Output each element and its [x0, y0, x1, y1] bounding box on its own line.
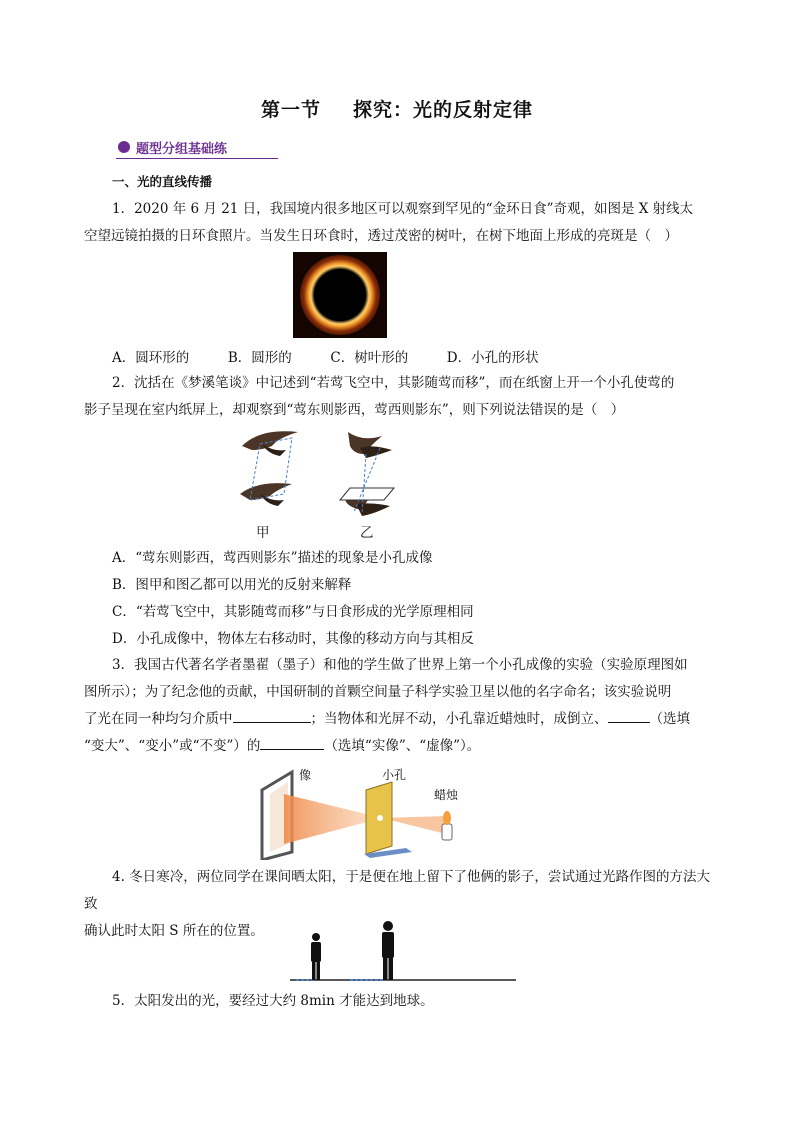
answer-blank-1[interactable] [233, 708, 311, 723]
annular-eclipse-image [293, 252, 387, 338]
bird-icon [240, 483, 292, 506]
fig-label-image: 像 [299, 768, 312, 782]
fig-label-yi: 乙 [360, 525, 374, 541]
q3-line3-text-c: （选填 [649, 711, 690, 727]
q3-line4-text-a: “变大”、“变小”或“不变”）的 [84, 738, 261, 754]
subsection-heading: 一、光的直线传播 [112, 174, 213, 189]
shadow-figure [290, 918, 520, 986]
q1-line1: 1．2020 年 6 月 21 日，我国境内很多地区可以观察到罕见的“金环日食”奇观，如图是 X 射线太 [112, 201, 694, 217]
question-2 [84, 370, 710, 424]
q3-line3 [84, 706, 710, 733]
q3-line3-text-a: 了光在同一种均匀介质中 [84, 711, 233, 727]
q1-line2: 空望远镜拍摄的日环食照片。当发生日环食时，透过茂密的树叶，在树下地面上形成的亮斑是（ ） [84, 228, 678, 244]
q3-line3-text-b: ；当物体和光屏不动，小孔靠近蜡烛时，成倒立、 [310, 711, 608, 727]
title-section: 第一节 [260, 99, 321, 121]
q2-option-c[interactable]: C．“若莺飞空中，其影随莺而移”与日食形成的光学原理相同 [112, 604, 474, 620]
page-title [0, 95, 794, 122]
question-1 [84, 196, 710, 250]
question-3 [84, 652, 710, 760]
q2-option-d[interactable]: D．小孔成像中，物体左右移动时，其像的移动方向与其相反 [112, 631, 474, 647]
person-icon [382, 921, 394, 980]
q3-line1: 3．我国古代著名学者墨翟（墨子）和他的学生做了世界上第一个小孔成像的实验（实验原理图如 [112, 657, 688, 673]
q2-option-a[interactable]: A．“莺东则影西，莺西则影东”描述的现象是小孔成像 [112, 550, 433, 566]
q5-line1: 5．太阳发出的光，要经过大约 8min 才能达到地球。 [112, 993, 434, 1009]
bird-icon [348, 432, 392, 458]
title-topic: 探究：光的反射定律 [353, 99, 534, 121]
fig-label-jia: 甲 [256, 525, 270, 541]
section-tag [116, 138, 278, 159]
answer-blank-2[interactable] [608, 708, 650, 723]
answer-blank-3[interactable] [260, 735, 324, 750]
q3-line4-text-b: （选填“实像”、“虚像”）。 [324, 738, 481, 754]
q1-option-b[interactable]: B．圆形的 [227, 350, 292, 366]
q3-line4 [84, 733, 710, 760]
q1-options [112, 346, 539, 366]
q1-option-d[interactable]: D．小孔的形状 [446, 350, 539, 366]
question-5 [84, 988, 710, 1015]
pinhole-camera-figure [256, 760, 494, 860]
section-tag-label: 题型分组基础练 [136, 142, 228, 157]
fig-label-pinhole: 小孔 [382, 768, 407, 782]
person-icon [311, 933, 321, 980]
q2-option-b[interactable]: B．图甲和图乙都可以用光的反射来解释 [112, 577, 352, 593]
fig-label-candle: 蜡烛 [434, 788, 459, 802]
q3-line2: 图所示）；为了纪念他的贡献，中国研制的首颗空间量子科学实验卫星以他的名字命名；该实验说明 [84, 684, 672, 700]
q2-line1: 2．沈括在《梦溪笔谈》中记述到“若莺飞空中，其影随莺而移”，而在纸窗上开一个小孔使莺的 [112, 375, 675, 391]
q2-line2: 影子呈现在室内纸屏上，却观察到“莺东则影西，莺西则影东”，则下列说法错误的是（ ） [84, 402, 625, 418]
q1-option-a[interactable]: A．圆环形的 [112, 350, 190, 366]
q4-line2: 确认此时太阳 S 所在的位置。 [84, 923, 264, 939]
q4-line1: 4. 冬日寒冷，两位同学在课间晒太阳，于是便在地上留下了他俩的影子，尝试通过光路作图的方法大致 [84, 869, 710, 912]
bullet-icon [118, 141, 130, 153]
q1-option-c[interactable]: C．树叶形的 [330, 350, 409, 366]
